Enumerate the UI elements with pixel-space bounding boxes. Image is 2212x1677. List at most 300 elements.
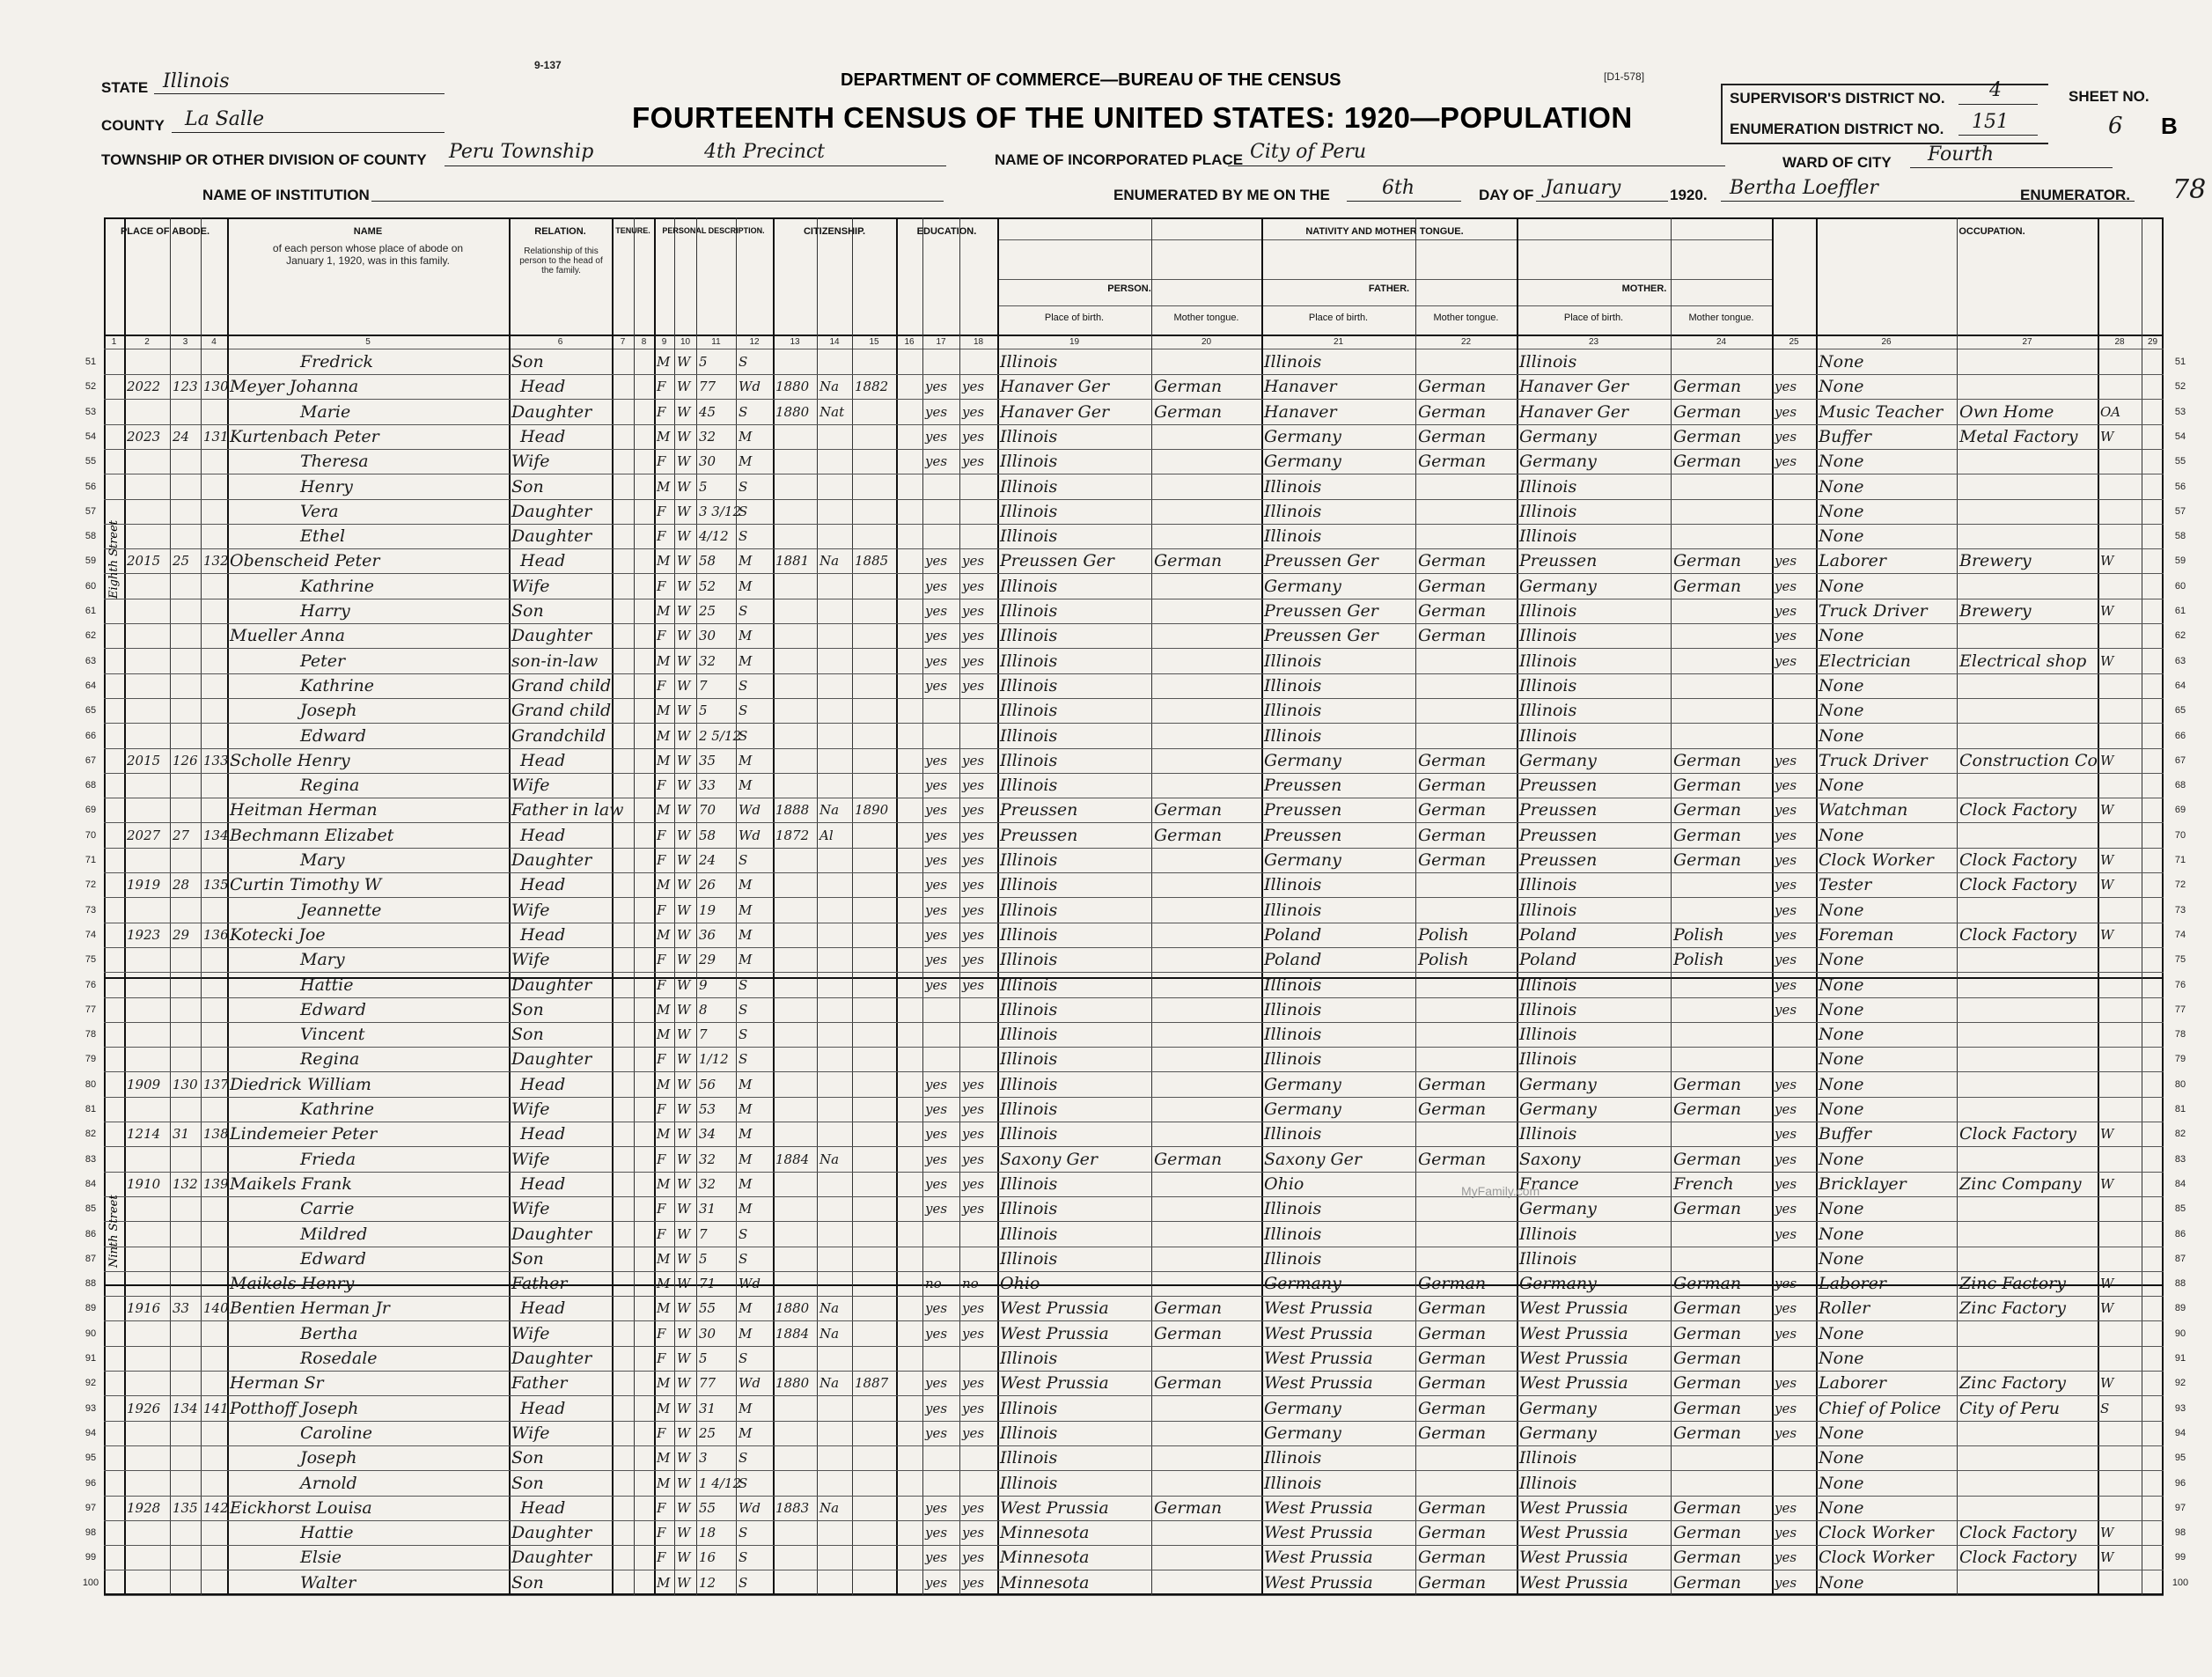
corner-mark: 78 [2172, 174, 2207, 205]
cell-sex: F [657, 578, 666, 594]
cell-trade: None [1819, 1100, 1864, 1119]
cell-name: Regina [300, 776, 360, 795]
cell-english: yes [1775, 1375, 1797, 1391]
cell-marital: S [739, 479, 748, 495]
cell-trade: None [1819, 975, 1864, 995]
cell-trade: None [1819, 1049, 1864, 1069]
row-number: 84 [2174, 1179, 2186, 1189]
row-number: 74 [85, 930, 97, 940]
cell-marital: M [739, 1151, 753, 1167]
cell-ftongue: German [1418, 377, 1487, 396]
cell-ftongue: German [1418, 1100, 1487, 1119]
cell-mtongue: German [1673, 776, 1742, 795]
nativity-header: NATIVITY AND MOTHER TONGUE. [1305, 226, 1464, 237]
cell-fbirth: Poland [1264, 925, 1322, 945]
row-number: 82 [85, 1129, 97, 1139]
cell-age: 1 4/12 [699, 1475, 741, 1491]
cell-age: 45 [699, 404, 717, 420]
cell-read: yes [925, 628, 948, 644]
cell-fbirth: Preussen Ger [1264, 626, 1378, 645]
cell-name: Vincent [300, 1025, 365, 1044]
cell-name: Herman Sr [230, 1373, 324, 1393]
cell-race: W [677, 1251, 691, 1267]
cell-name: Edward [300, 1000, 366, 1019]
row-number: 82 [2174, 1129, 2186, 1139]
cell-relation: Son [511, 1249, 544, 1269]
cell-age: 58 [699, 827, 717, 843]
cell-mbirth: Illinois [1519, 1448, 1577, 1467]
cell-english: yes [1775, 927, 1797, 943]
cell-english: yes [1775, 1500, 1797, 1516]
cell-class: W [2100, 852, 2114, 868]
cell-mbirth: Illinois [1519, 975, 1577, 995]
cell-marital: M [739, 628, 753, 644]
cell-trade: None [1819, 502, 1864, 521]
row-number: 57 [85, 506, 97, 517]
cell-english: yes [1775, 977, 1797, 993]
cell-name: Meyer Johanna [230, 377, 359, 396]
township-value: Peru Township [449, 141, 594, 163]
cell-trade: Clock Worker [1819, 850, 1934, 870]
cell-relation: Daughter [511, 975, 592, 995]
cell-nat: Al [819, 827, 834, 843]
cell-sex: M [657, 1251, 671, 1267]
cell-age: 31 [699, 1201, 717, 1217]
cell-english: yes [1775, 827, 1797, 843]
street-label-ninth: Ninth Street [107, 1195, 121, 1268]
cell-read: yes [925, 1525, 948, 1541]
cell-class: S [2100, 1401, 2110, 1416]
cell-birth: Illinois [1000, 502, 1058, 521]
cell-age: 5 [699, 479, 708, 495]
cell-read: yes [925, 678, 948, 694]
row-number: 83 [85, 1154, 97, 1165]
cell-natyr: 1887 [855, 1375, 889, 1391]
row-number: 95 [85, 1453, 97, 1463]
cell-fbirth: Illinois [1264, 1249, 1322, 1269]
cell-mtongue: German [1673, 1423, 1742, 1443]
cell-mbirth: Illinois [1519, 601, 1577, 621]
cell-industry: Brewery [1959, 601, 2032, 621]
cell-house: 2022 [127, 379, 161, 394]
column-number: 8 [641, 337, 647, 347]
cell-name: Vera [300, 502, 339, 521]
cell-trade: None [1819, 776, 1864, 795]
precinct-value: 4th Precinct [704, 141, 826, 163]
cell-dwelling: 33 [173, 1300, 190, 1316]
cell-read: yes [925, 603, 948, 619]
cell-mbirth: Hanaver Ger [1519, 377, 1629, 396]
cell-trade: None [1819, 1474, 1864, 1493]
cell-sex: M [657, 603, 671, 619]
cell-marital: M [739, 1401, 753, 1416]
cell-relation: Daughter [511, 1523, 592, 1542]
cell-ftongue: German [1418, 1298, 1487, 1318]
cell-industry: Metal Factory [1959, 427, 2078, 446]
cell-mtongue: German [1673, 751, 1742, 770]
cell-race: W [677, 678, 691, 694]
cell-race: W [677, 802, 691, 818]
cell-name: Joseph [300, 1448, 357, 1467]
row-number: 67 [85, 755, 97, 766]
cell-race: W [677, 977, 691, 993]
cell-fbirth: Saxony Ger [1264, 1150, 1363, 1169]
cell-english: yes [1775, 902, 1797, 918]
cell-relation: Head [520, 1174, 566, 1194]
cell-sex: M [657, 429, 671, 445]
cell-read: yes [925, 802, 948, 818]
cell-fbirth: Illinois [1264, 1474, 1322, 1493]
cell-sex: F [657, 1549, 666, 1565]
cell-age: 4/12 [699, 528, 729, 544]
cell-age: 31 [699, 1401, 717, 1416]
cell-sex: F [657, 1350, 666, 1366]
cell-marital: M [739, 1326, 753, 1342]
row-number: 74 [2174, 930, 2186, 940]
cell-marital: M [739, 1077, 753, 1092]
cell-age: 35 [699, 753, 717, 769]
column-number: 25 [1789, 337, 1799, 347]
cell-trade: None [1819, 901, 1864, 920]
cell-fbirth: Illinois [1264, 1025, 1322, 1044]
relation-header: RELATION. [534, 226, 586, 237]
supervisor-label: SUPERVISOR'S DISTRICT NO. [1730, 90, 1945, 107]
cell-mbirth: Germany [1519, 577, 1597, 596]
row-number: 96 [85, 1478, 97, 1489]
cell-tongue: German [1154, 826, 1223, 845]
cell-write: yes [962, 678, 985, 694]
cell-birth: Preussen [1000, 800, 1078, 820]
supervisor-value: 4 [1989, 79, 2002, 101]
cell-birth: Minnesota [1000, 1523, 1090, 1542]
county-value: La Salle [185, 108, 264, 130]
cell-read: yes [925, 877, 948, 893]
cell-name: Edward [300, 1249, 366, 1269]
cell-fbirth: West Prussia [1264, 1498, 1373, 1518]
cell-mtongue: German [1673, 800, 1742, 820]
column-number: 16 [904, 337, 915, 347]
cell-mbirth: Illinois [1519, 526, 1577, 546]
cell-name: Peter [300, 651, 346, 671]
cell-sex: F [657, 777, 666, 793]
cell-industry: Clock Factory [1959, 800, 2076, 820]
cell-dwelling: 25 [173, 553, 190, 569]
cell-trade: None [1819, 1199, 1864, 1218]
cell-relation: Head [520, 875, 566, 894]
row-number: 89 [85, 1303, 97, 1313]
cell-marital: S [739, 1251, 748, 1267]
cell-mbirth: Germany [1519, 1423, 1597, 1443]
cell-race: W [677, 504, 691, 519]
cell-ftongue: German [1418, 577, 1487, 596]
cell-sex: M [657, 702, 671, 718]
cell-sex: M [657, 1300, 671, 1316]
father-header: FATHER. [1368, 283, 1410, 294]
cell-age: 30 [699, 1326, 717, 1342]
cell-write: yes [962, 1525, 985, 1541]
cell-marital: S [739, 1350, 748, 1366]
row-rule [104, 1595, 2164, 1596]
row-number: 59 [85, 555, 97, 566]
cell-sex: M [657, 479, 671, 495]
column-number: 18 [973, 337, 984, 347]
cell-ftongue: Polish [1418, 925, 1469, 945]
cell-age: 12 [699, 1575, 717, 1591]
cell-fbirth: Preussen [1264, 826, 1342, 845]
column-number: 23 [1588, 337, 1599, 347]
row-number: 81 [2174, 1104, 2186, 1114]
column-number: 7 [620, 337, 626, 347]
cell-class: W [2100, 877, 2114, 893]
place-of-abode-header: PLACE OF ABODE. [120, 226, 210, 237]
cell-read: yes [925, 902, 948, 918]
cell-write: yes [962, 753, 985, 769]
cell-tongue: German [1154, 1150, 1223, 1169]
cell-tongue: German [1154, 402, 1223, 422]
cell-mtongue: German [1673, 452, 1742, 471]
cell-relation: Head [520, 1399, 566, 1418]
row-number: 62 [85, 630, 97, 641]
cell-relation: Head [520, 826, 566, 845]
row-number: 68 [85, 780, 97, 791]
row-number: 55 [85, 456, 97, 467]
occupation-header: OCCUPATION. [1958, 226, 2025, 237]
cell-ftongue: German [1418, 826, 1487, 845]
cell-name: Maikels Frank [230, 1174, 352, 1194]
person-birth-subheader: Place of birth. [1044, 313, 1105, 323]
cell-english: yes [1775, 1401, 1797, 1416]
cell-trade: Laborer [1819, 1274, 1886, 1293]
cell-class: W [2100, 429, 2114, 445]
cell-industry: City of Peru [1959, 1399, 2061, 1418]
row-number: 93 [2174, 1403, 2186, 1414]
cell-mtongue: German [1673, 1498, 1742, 1518]
cell-race: W [677, 927, 691, 943]
cell-english: yes [1775, 753, 1797, 769]
cell-marital: S [739, 1051, 748, 1067]
cell-class: W [2100, 1375, 2114, 1391]
cell-class: W [2100, 927, 2114, 943]
cell-mbirth: Preussen [1519, 850, 1598, 870]
cell-birth: Illinois [1000, 601, 1058, 621]
cell-family: 135 [203, 877, 229, 893]
cell-race: W [677, 1151, 691, 1167]
cell-sex: M [657, 753, 671, 769]
cell-english: yes [1775, 429, 1797, 445]
cell-age: 29 [699, 952, 717, 967]
row-number: 73 [2174, 905, 2186, 916]
cell-dwelling: 31 [173, 1126, 190, 1142]
row-number: 92 [85, 1378, 97, 1388]
cell-name: Bentien Herman Jr [230, 1298, 390, 1318]
cell-race: W [677, 1401, 691, 1416]
cell-ftongue: German [1418, 601, 1487, 621]
cell-nat: Na [819, 1151, 840, 1167]
row-number: 80 [85, 1079, 97, 1090]
cell-dwelling: 130 [173, 1077, 198, 1092]
cell-fbirth: Illinois [1264, 1124, 1322, 1144]
cell-ftongue: German [1418, 1523, 1487, 1542]
cell-mbirth: Germany [1519, 1100, 1597, 1119]
name-header: NAME [353, 226, 383, 237]
cell-name: Edward [300, 726, 366, 746]
cell-class: OA [2100, 404, 2121, 420]
cell-read: yes [925, 777, 948, 793]
cell-race: W [677, 1500, 691, 1516]
row-number: 71 [85, 855, 97, 865]
cell-name: Arnold [300, 1474, 357, 1493]
cell-sex: M [657, 1450, 671, 1466]
row-number: 51 [2174, 357, 2186, 367]
cell-sex: F [657, 1425, 666, 1441]
cell-mbirth: Germany [1519, 1399, 1597, 1418]
cell-dwelling: 132 [173, 1176, 198, 1192]
cell-marital: S [739, 1002, 748, 1018]
cell-fbirth: Illinois [1264, 1049, 1322, 1069]
row-number: 98 [2174, 1527, 2186, 1538]
cell-write: yes [962, 827, 985, 843]
cell-sex: F [657, 827, 666, 843]
cell-birth: West Prussia [1000, 1298, 1109, 1318]
row-number: 88 [2174, 1278, 2186, 1289]
cell-sex: F [657, 852, 666, 868]
cell-mbirth: West Prussia [1519, 1349, 1628, 1368]
cell-house: 1214 [127, 1126, 161, 1142]
cell-sex: F [657, 453, 666, 469]
cell-read: yes [925, 1375, 948, 1391]
cell-birth: Illinois [1000, 726, 1058, 746]
cell-write: yes [962, 603, 985, 619]
cell-age: 55 [699, 1500, 717, 1516]
cell-relation: Grandchild [511, 726, 606, 746]
cell-trade: None [1819, 1249, 1864, 1269]
cell-relation: Daughter [511, 402, 592, 422]
cell-english: yes [1775, 852, 1797, 868]
cell-class: W [2100, 1525, 2114, 1541]
cell-english: yes [1775, 802, 1797, 818]
cell-class: W [2100, 553, 2114, 569]
cell-trade: Foreman [1819, 925, 1894, 945]
cell-house: 1926 [127, 1401, 161, 1416]
cell-marital: S [739, 1450, 748, 1466]
row-number: 94 [85, 1428, 97, 1438]
cell-race: W [677, 827, 691, 843]
row-number: 77 [2174, 1004, 2186, 1015]
cell-race: W [677, 1525, 691, 1541]
cell-english: yes [1775, 1276, 1797, 1291]
cell-natyr: 1882 [855, 379, 889, 394]
cell-mtongue: German [1673, 1548, 1742, 1567]
education-header: EDUCATION. [916, 226, 977, 237]
cell-write: yes [962, 802, 985, 818]
cell-race: W [677, 479, 691, 495]
cell-write: no [962, 1276, 979, 1291]
cell-write: yes [962, 1401, 985, 1416]
cell-write: yes [962, 1077, 985, 1092]
tenure-header: TENURE. [615, 226, 650, 235]
cell-marital: M [739, 1425, 753, 1441]
cell-house: 2023 [127, 429, 161, 445]
cell-industry: Own Home [1959, 402, 2054, 422]
cell-relation: Wife [511, 577, 550, 596]
cell-ftongue: German [1418, 427, 1487, 446]
row-number: 98 [85, 1527, 97, 1538]
cell-name: Frieda [300, 1150, 356, 1169]
cell-dwelling: 123 [173, 379, 198, 394]
cell-nat: Na [819, 553, 840, 569]
cell-relation: Son [511, 1448, 544, 1467]
cell-english: yes [1775, 1525, 1797, 1541]
cell-age: 1/12 [699, 1051, 729, 1067]
column-number: 10 [680, 337, 691, 347]
cell-name: Caroline [300, 1423, 373, 1443]
cell-english: yes [1775, 1176, 1797, 1192]
cell-family: 136 [203, 927, 229, 943]
row-number: 61 [85, 606, 97, 616]
cell-industry: Clock Factory [1959, 1548, 2076, 1567]
row-number: 79 [2174, 1054, 2186, 1064]
cell-sex: F [657, 1051, 666, 1067]
cell-age: 3 3/12 [699, 504, 741, 519]
cell-read: yes [925, 1126, 948, 1142]
cell-fbirth: Illinois [1264, 1448, 1322, 1467]
cell-age: 34 [699, 1126, 717, 1142]
column-number: 11 [711, 337, 721, 347]
cell-birth: Illinois [1000, 1199, 1058, 1218]
row-number: 63 [2174, 656, 2186, 666]
cell-age: 9 [699, 977, 708, 993]
ward-value: Fourth [1928, 143, 1995, 165]
cell-name: Maikels Henry [230, 1274, 355, 1293]
column-number: 24 [1716, 337, 1727, 347]
cell-relation: Head [520, 551, 566, 570]
cell-birth: Illinois [1000, 1100, 1058, 1119]
cell-birth: Illinois [1000, 1049, 1058, 1069]
cell-english: yes [1775, 603, 1797, 619]
cell-birth: Illinois [1000, 1124, 1058, 1144]
cell-relation: Daughter [511, 1049, 592, 1069]
cell-marital: S [739, 1026, 748, 1042]
cell-english: yes [1775, 653, 1797, 669]
cell-read: yes [925, 927, 948, 943]
cell-house: 1923 [127, 927, 161, 943]
row-number: 95 [2174, 1453, 2186, 1463]
cell-fbirth: West Prussia [1264, 1523, 1373, 1542]
cell-sex: F [657, 379, 666, 394]
cell-fbirth: Illinois [1264, 975, 1322, 995]
cell-trade: None [1819, 1000, 1864, 1019]
cell-english: yes [1775, 1549, 1797, 1565]
cell-trade: None [1819, 826, 1864, 845]
cell-write: yes [962, 927, 985, 943]
cell-mbirth: Illinois [1519, 726, 1577, 746]
cell-mbirth: Preussen [1519, 551, 1598, 570]
row-number: 97 [2174, 1503, 2186, 1513]
cell-family: 141 [203, 1401, 229, 1416]
incorporated-place-label: NAME OF INCORPORATED PLACE [995, 151, 1244, 168]
cell-house: 1909 [127, 1077, 161, 1092]
form-code: [D1-578] [1604, 70, 1645, 83]
cell-write: yes [962, 1201, 985, 1217]
cell-trade: None [1819, 1423, 1864, 1443]
cell-name: Eickhorst Louisa [230, 1498, 372, 1518]
cell-trade: None [1819, 452, 1864, 471]
personal-header: PERSONAL DESCRIPTION. [662, 226, 765, 235]
cell-age: 16 [699, 1549, 717, 1565]
cell-family: 142 [203, 1500, 229, 1516]
cell-sex: F [657, 977, 666, 993]
cell-english: yes [1775, 553, 1797, 569]
